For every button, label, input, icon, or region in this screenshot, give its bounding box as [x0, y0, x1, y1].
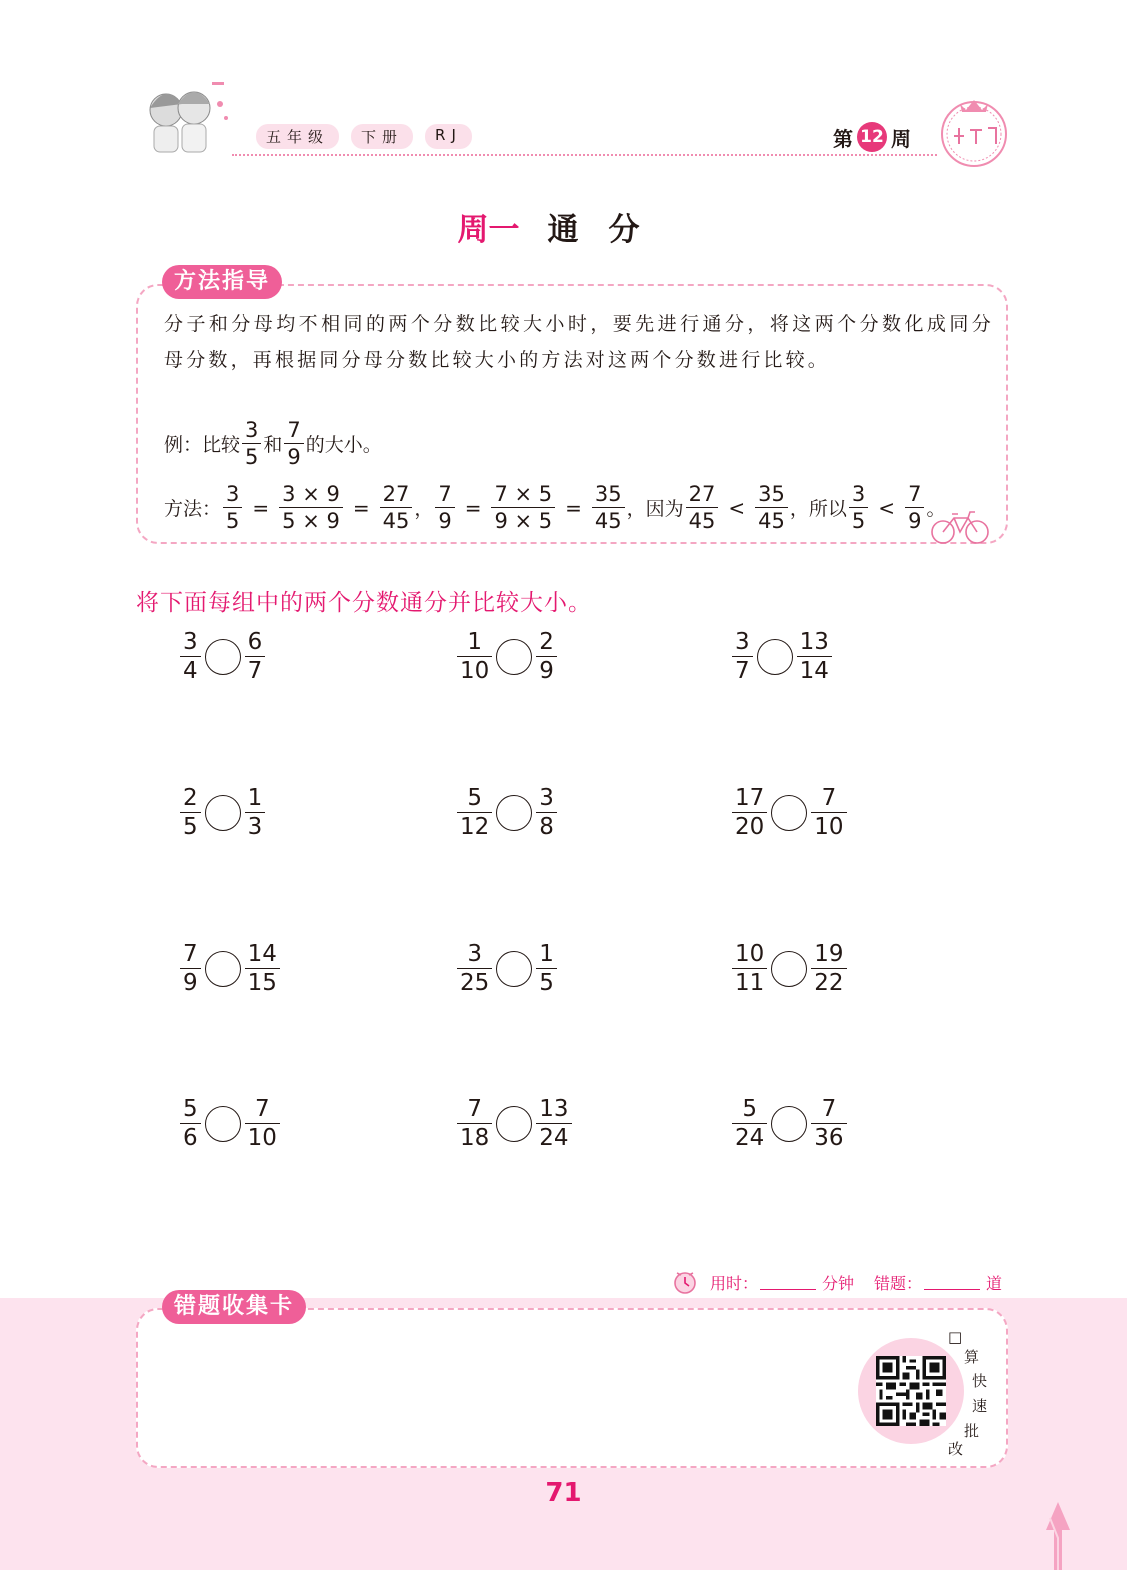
fraction-right: 2 9	[536, 628, 557, 685]
fraction: $\frac{35}{45}$	[592, 481, 625, 534]
comparison-problem	[455, 628, 559, 685]
fraction: 35 45	[755, 481, 788, 534]
qr-caption-char: 速	[972, 1397, 988, 1415]
fraction-right: 13 24	[536, 1095, 571, 1152]
comparison-problem	[455, 784, 559, 841]
period: 。	[926, 498, 946, 520]
comparison-problem	[730, 940, 849, 997]
week-suffix: 周	[891, 126, 911, 151]
comparison-circle[interactable]	[205, 639, 241, 675]
header-divider	[232, 154, 937, 156]
equals-sign: =	[252, 495, 270, 520]
clock-icon	[672, 1269, 698, 1295]
equals-sign: =	[565, 495, 582, 520]
comparison-problem	[178, 940, 282, 997]
comparison-circle[interactable]	[205, 1106, 241, 1142]
comparison-circle[interactable]	[771, 951, 807, 987]
so-text: ，所以	[789, 498, 847, 520]
fraction-left: 5 24	[732, 1095, 767, 1152]
fraction: $\frac{27}{45}$	[380, 481, 413, 534]
comparison-circle[interactable]	[496, 1106, 532, 1142]
comparison-problem	[730, 1095, 849, 1152]
kids-illustration	[138, 74, 238, 160]
example-line	[164, 417, 382, 470]
fraction-right: 7 10	[811, 784, 846, 841]
qr-caption-char: 批	[964, 1422, 980, 1440]
fraction: 7 9	[905, 481, 924, 534]
page-title	[0, 204, 1127, 249]
comparison-problem	[178, 1095, 282, 1152]
time-input[interactable]	[760, 1274, 816, 1290]
volume-tag: 下册	[351, 124, 413, 149]
fraction-right: 1 5	[536, 940, 557, 997]
comparison-problem	[455, 1095, 574, 1152]
comparison-problem	[455, 940, 559, 997]
edition-tag: RJ	[425, 124, 472, 149]
comparison-circle[interactable]	[757, 639, 793, 675]
fraction-left: 7 9	[180, 940, 201, 997]
fraction-right: 13 14	[797, 628, 832, 685]
week-number: 12	[857, 122, 887, 152]
fraction-right: 1 3	[245, 784, 266, 841]
comparison-problem	[730, 628, 834, 685]
equals-sign: =	[352, 495, 370, 520]
fraction-left: 17 20	[732, 784, 767, 841]
seal-icon	[936, 94, 1012, 168]
fraction-left: 5 12	[457, 784, 492, 841]
qr-caption-char: 算	[964, 1348, 980, 1366]
solution-line	[164, 481, 945, 534]
comparison-circle[interactable]	[496, 795, 532, 831]
fraction-left: 5 6	[180, 1095, 201, 1152]
because-text: ，因为	[626, 498, 684, 520]
less-than-sign: <	[728, 495, 746, 520]
fraction: 3 5	[242, 417, 261, 470]
fraction-right: 19 22	[811, 940, 846, 997]
fraction-right: 6 7	[245, 628, 266, 685]
fraction-left: 3 4	[180, 628, 201, 685]
qr-code[interactable]	[876, 1356, 946, 1426]
qr-caption-char: 改	[948, 1440, 964, 1458]
errors-input[interactable]	[924, 1274, 980, 1290]
example-suffix: 的大小。	[305, 434, 382, 456]
comparison-circle[interactable]	[205, 951, 241, 987]
fraction: $\frac{3 \times 9}{5 \times 9}$	[279, 481, 343, 534]
week-indicator	[833, 122, 911, 152]
fraction: $\frac{3}{5}$	[223, 481, 242, 534]
fraction-right: 7 10	[245, 1095, 280, 1152]
error-card-badge: 错题收集卡	[162, 1290, 306, 1324]
comparison-circle[interactable]	[205, 795, 241, 831]
comparison-circle[interactable]	[496, 951, 532, 987]
time-unit: 分钟	[822, 1273, 855, 1293]
instruction: 将下面每组中的两个分数通分并比较大小。	[136, 590, 592, 616]
title-topic: 通分	[547, 212, 670, 248]
page-number: 71	[545, 1478, 582, 1508]
comparison-problem	[178, 628, 267, 685]
qr-caption-box: □	[948, 1328, 963, 1346]
week-prefix: 第	[833, 126, 853, 151]
comparison-problem	[178, 784, 267, 841]
fraction-left: 1 10	[457, 628, 492, 685]
comparison-problem	[730, 784, 849, 841]
method-text: 分子和分母均不相同的两个分数比较大小时，要先进行通分，将这两个分数化成同分母分数，再根据同分母分数比较大小的方法对这两个分数进行比较。	[164, 313, 994, 371]
fraction: $\frac{7}{9}$	[435, 481, 454, 534]
example-connector: 和	[263, 434, 283, 456]
fraction: 7 9	[284, 417, 303, 470]
method-guide-badge: 方法指导	[162, 265, 282, 299]
fraction: $\frac{7 \times 5}{9 \times 5}$	[491, 481, 555, 534]
fraction-left: 2 5	[180, 784, 201, 841]
fraction: 3 5	[849, 481, 868, 534]
grade-tag: 五年级	[256, 124, 339, 149]
comma: ，	[414, 498, 434, 520]
comparison-circle[interactable]	[771, 795, 807, 831]
qr-caption-char: 快	[972, 1372, 988, 1390]
arrow-decoration	[1040, 1498, 1076, 1570]
timing-record	[672, 1269, 1002, 1295]
fraction-right: 14 15	[245, 940, 280, 997]
title-day: 周一	[457, 212, 520, 248]
comparison-circle[interactable]	[496, 639, 532, 675]
fraction-left: 10 11	[732, 940, 767, 997]
errors-label: 错题：	[874, 1273, 923, 1293]
fraction-left: 3 25	[457, 940, 492, 997]
bicycle-icon	[930, 506, 990, 546]
time-label: 用时：	[710, 1273, 759, 1293]
fraction-left: 3 7	[732, 628, 753, 685]
less-than-sign: <	[878, 495, 896, 520]
fraction-right: 7 36	[811, 1095, 846, 1152]
fraction-right: 3 8	[536, 784, 557, 841]
comparison-circle[interactable]	[771, 1106, 807, 1142]
example-prefix: 例：比较	[164, 434, 241, 456]
fraction-left: 7 18	[457, 1095, 492, 1152]
fraction: 27 45	[686, 481, 719, 534]
equals-sign: =	[464, 495, 482, 520]
solution-prefix: 方法：	[164, 498, 222, 520]
errors-unit: 道	[986, 1273, 1003, 1293]
